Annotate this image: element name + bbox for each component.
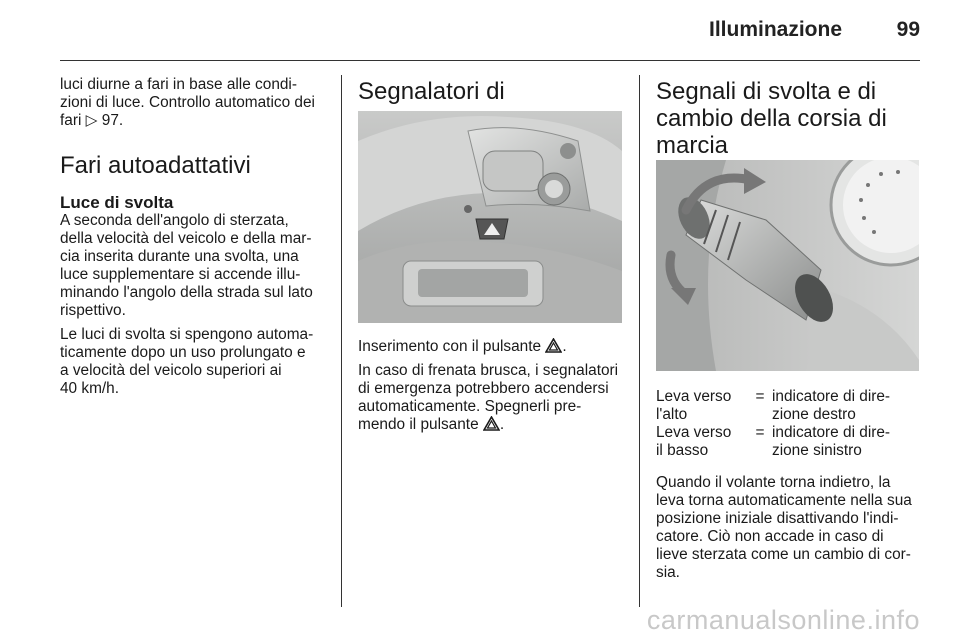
lever-drawing <box>656 160 919 371</box>
hazard-auto-text: In caso di frenata brusca, i segnalatori di emergenza potrebbero accendersi automaticamente. Spegnerli pre- mendo il pulsante . <box>358 362 619 433</box>
turn-signal-lever-illustration <box>656 160 919 371</box>
page-ref-icon: ▷ <box>85 112 98 129</box>
definition-separator: = <box>755 388 765 405</box>
cornering-light-off-text: Le luci di svolta si spengono automa- ticamente dopo un uso prolungato e a velocità del veicolo superiori ai 40 km/h. <box>60 326 314 397</box>
definition-row <box>656 388 920 424</box>
right-column-text <box>656 388 920 582</box>
section-title-turn-signals: Segnali di svolta e di cambio della corsia di marcia <box>656 78 887 159</box>
definition-description: indicatore di dire- zione sinistro <box>772 424 891 459</box>
lever-return-text: Quando il volante torna indietro, la leva torna automaticamente nella sua posizione iniziale disattivando l'indi- catore. Ciò non accade in caso di lieve sterzata come un cambio di cor- sia. <box>656 474 912 581</box>
definition-term: Leva verso il basso <box>656 424 732 459</box>
overhead-console-drawing <box>358 111 622 323</box>
section-title-adaptive-lights: Fari autoadattativi <box>60 152 251 179</box>
definition-separator: = <box>755 424 765 441</box>
lever-definition-table <box>656 388 920 460</box>
column-divider-1 <box>341 75 342 607</box>
definition-description: indicatore di dire- zione destro <box>772 388 891 423</box>
intro-text: luci diurne a fari in base alle condi- zioni di luce. Controllo automatico dei fari ▷ 97. <box>60 76 315 129</box>
cornering-light-text: A seconda dell'angolo di sterzata, della velocità del veicolo e della mar- cia inserita durante una svolta, una luce supplementare si accende illu- minando l'angolo della strada sul lato rispettivo. <box>60 212 313 319</box>
section-title-hazard-lights: Segnalatori di <box>358 78 505 105</box>
hazard-activation-text: Inserimento con il pulsante . <box>358 338 567 355</box>
column-divider-2 <box>639 75 640 607</box>
hazard-warning-icon <box>545 338 562 353</box>
chapter-title: Illuminazione <box>708 18 842 41</box>
hazard-warning-icon <box>483 416 500 431</box>
page-number: 99 <box>896 18 920 41</box>
right-column <box>656 70 920 159</box>
definition-row <box>656 424 920 460</box>
subsection-title-cornering-light: Luce di svolta <box>60 193 174 212</box>
left-column <box>60 70 330 398</box>
middle-column-text <box>358 338 624 434</box>
hazard-button-illustration <box>358 111 622 323</box>
watermark-text: carmanualsonline.info <box>646 605 920 635</box>
definition-term: Leva verso l'alto <box>656 388 732 423</box>
header-divider <box>60 60 920 61</box>
